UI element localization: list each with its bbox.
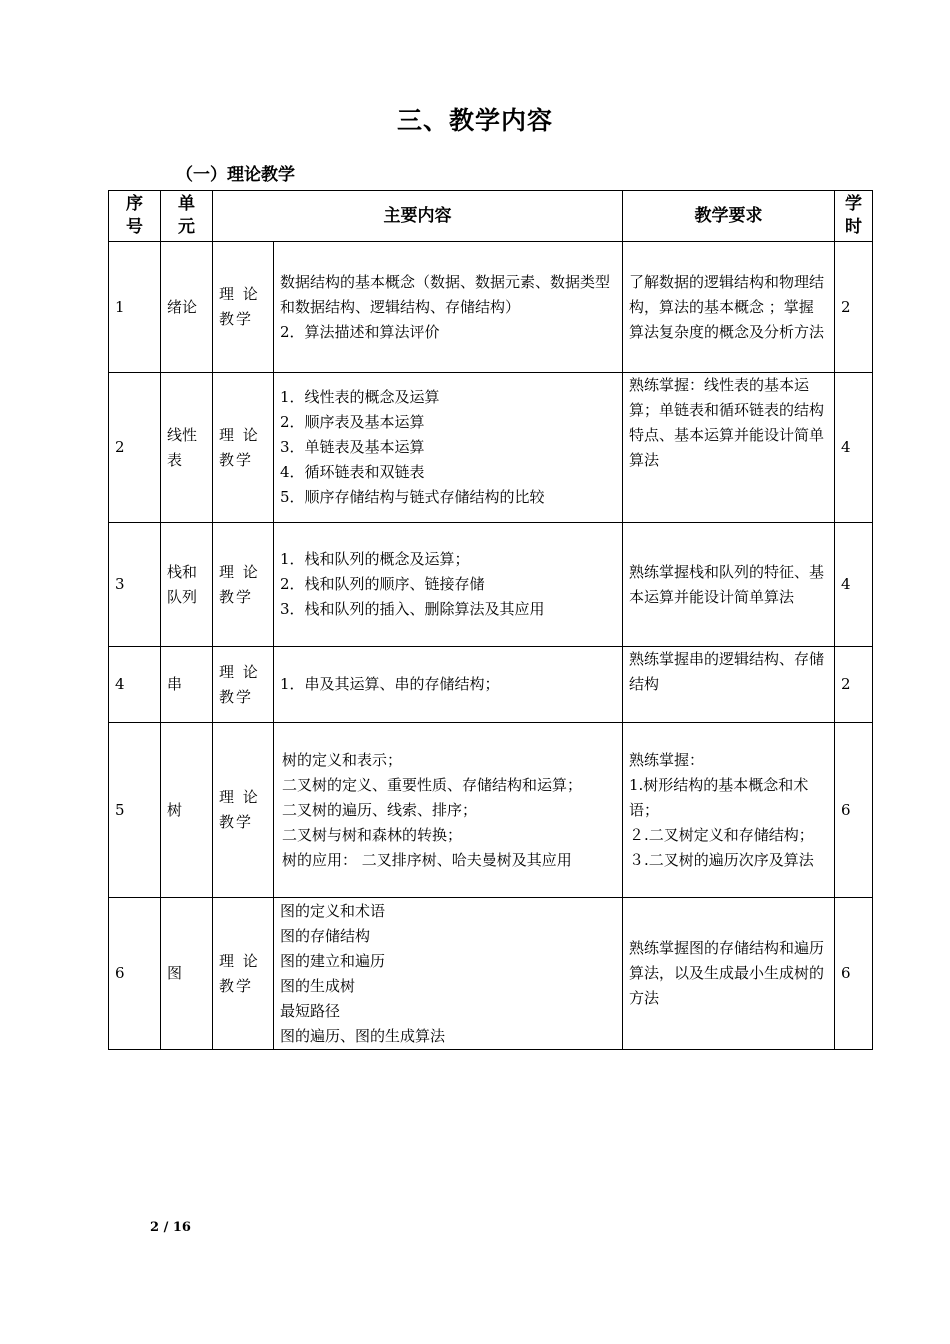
row-unit: [161, 242, 213, 373]
row-content: [274, 898, 623, 1050]
row-content: [274, 647, 623, 723]
row-requirement-line: ２.二叉树定义和存储结构；: [629, 825, 814, 844]
row-content-line: 二叉树的遍历、线索、排序；: [282, 800, 478, 819]
header-unit: [161, 191, 213, 242]
row-unit-line: 绪论: [167, 297, 198, 316]
row-content-line: 树的定义和表示；: [282, 750, 403, 769]
row-type: [213, 723, 274, 898]
row-requirement-line: 熟练掌握图的存储结构和遍历算法，以及生成最小生成树的方法: [629, 939, 825, 1007]
row-content-line: 1．串及其运算、串的存储结构；: [280, 675, 500, 693]
row-requirement: [623, 242, 835, 373]
header-hours-line: 学: [845, 194, 862, 214]
row-type-line: 教学: [219, 310, 254, 328]
row-content-line: 图的建立和遍历: [280, 951, 386, 970]
row-type: [213, 373, 274, 523]
syllabus-table: [108, 190, 873, 1050]
row-type-line: 教学: [219, 687, 254, 706]
row-content-line: 二叉树与树和森林的转换；: [282, 825, 463, 844]
row-content-line: 图的存储结构: [280, 926, 371, 945]
row-hours: 2: [835, 242, 873, 373]
row-hours: 6: [835, 898, 873, 1050]
row-hours: 2: [835, 647, 873, 723]
header-hours: [835, 191, 873, 242]
row-requirement: [623, 373, 835, 523]
row-content-line: 图的生成树: [280, 976, 356, 995]
row-type-line: 教学: [219, 813, 254, 831]
row-num: 1: [109, 242, 161, 373]
table-row: [109, 647, 873, 723]
row-unit-line: 栈和: [167, 562, 198, 581]
row-unit-line: 图: [167, 964, 183, 982]
row-hours: 4: [835, 523, 873, 647]
row-unit-line: 表: [167, 450, 183, 469]
row-content-line: 5．顺序存储结构与链式存储结构的比较: [280, 488, 545, 506]
row-requirement: [623, 723, 835, 898]
row-unit: [161, 723, 213, 898]
row-type-line: 教学: [219, 587, 254, 606]
page-number: 2 / 16: [150, 1220, 191, 1235]
row-requirement-line: ３.二叉树的遍历次序及算法: [629, 850, 814, 869]
row-content-line: 3．栈和队列的插入、删除算法及其应用: [280, 600, 545, 618]
row-content-line: 1．栈和队列的概念及运算；: [280, 550, 470, 568]
header-unit-line: 元: [178, 217, 195, 237]
page-title: 三、教学内容: [396, 106, 553, 135]
row-num: 5: [109, 723, 161, 898]
row-content-line: 1．线性表的概念及运算: [280, 388, 440, 406]
row-type-line: 理 论: [219, 951, 260, 970]
row-type: [213, 242, 274, 373]
header-num: [109, 191, 161, 242]
header-unit-line: 单: [178, 194, 195, 214]
row-unit-line: 串: [167, 675, 183, 693]
row-type-line: 理 论: [219, 425, 260, 444]
row-type-line: 理 论: [219, 788, 260, 806]
row-content-line: 2．算法描述和算法评价: [280, 322, 440, 341]
row-unit: [161, 647, 213, 723]
row-unit: [161, 523, 213, 647]
row-requirement-line: 熟练掌握栈和队列的特征、基本运算并能设计简单算法: [629, 562, 825, 606]
row-hours: 4: [835, 373, 873, 523]
table-row: [109, 723, 873, 898]
row-requirement: [623, 898, 835, 1050]
row-hours: 6: [835, 723, 873, 898]
section-title: （一）理论教学: [176, 165, 295, 185]
row-unit-line: 线性: [167, 425, 198, 444]
row-content: [274, 373, 623, 523]
row-unit-line: 队列: [167, 587, 198, 606]
row-requirement: [623, 523, 835, 647]
row-num: 6: [109, 898, 161, 1050]
header-num-line: 序: [126, 194, 143, 214]
row-type: [213, 647, 274, 723]
table-row: [109, 373, 873, 523]
row-content-line: 3．单链表及基本运算: [280, 438, 425, 456]
table-row: [109, 523, 873, 647]
row-content-line: 数据结构的基本概念（数据、数据元素、数据类型和数据结构、逻辑结构、存储结构）: [280, 272, 611, 316]
row-requirement: [623, 647, 835, 723]
row-num: 3: [109, 523, 161, 647]
table-row: [109, 898, 873, 1050]
row-content-line: 4．循环链表和双链表: [280, 463, 425, 481]
row-content-line: 图的遍历、图的生成算法: [280, 1026, 446, 1045]
row-requirement-line: 熟练掌握：: [629, 750, 705, 769]
row-content-line: 最短路径: [280, 1001, 341, 1020]
row-requirement-line: 熟练掌握串的逻辑结构、存储结构: [629, 650, 825, 693]
row-content-line: 树的应用： 二叉排序树、哈夫曼树及其应用: [282, 850, 572, 869]
row-content-line: 二叉树的定义、重要性质、存储结构和运算；: [282, 775, 583, 794]
header-requirement: 教学要求: [623, 191, 835, 242]
table-header-row: [109, 191, 873, 242]
row-type-line: 理 论: [219, 562, 260, 581]
row-type-line: 教学: [219, 976, 254, 995]
header-hours-line: 时: [845, 217, 862, 237]
row-content: [274, 723, 623, 898]
row-requirement-line: 了解数据的逻辑结构和物理结构，算法的基本概念 ；掌握算法复杂度的概念及分析方法: [629, 272, 825, 341]
header-num-line: 号: [126, 217, 143, 237]
row-requirement-line: 熟练掌握：线性表的基本运算；单链表和循环链表的结构特点、基本运算并能设计简单算法: [629, 376, 825, 469]
row-type-line: 理 论: [219, 662, 260, 681]
row-content-line: 2．栈和队列的顺序、链接存储: [280, 575, 485, 593]
row-num: 4: [109, 647, 161, 723]
row-type-line: 教学: [219, 450, 254, 469]
row-unit: [161, 373, 213, 523]
row-content-line: 图的定义和术语: [280, 901, 386, 920]
row-content-line: 2．顺序表及基本运算: [280, 413, 425, 431]
row-unit-line: 树: [167, 800, 183, 819]
table-row: [109, 242, 873, 373]
row-num: 2: [109, 373, 161, 523]
row-content: [274, 523, 623, 647]
row-type: [213, 898, 274, 1050]
row-requirement-line: 1.树形结构的基本概念和术语；: [629, 775, 809, 819]
row-type: [213, 523, 274, 647]
row-type-line: 理 论: [219, 285, 260, 303]
header-content: 主要内容: [213, 191, 623, 242]
row-content: [274, 242, 623, 373]
row-unit: [161, 898, 213, 1050]
